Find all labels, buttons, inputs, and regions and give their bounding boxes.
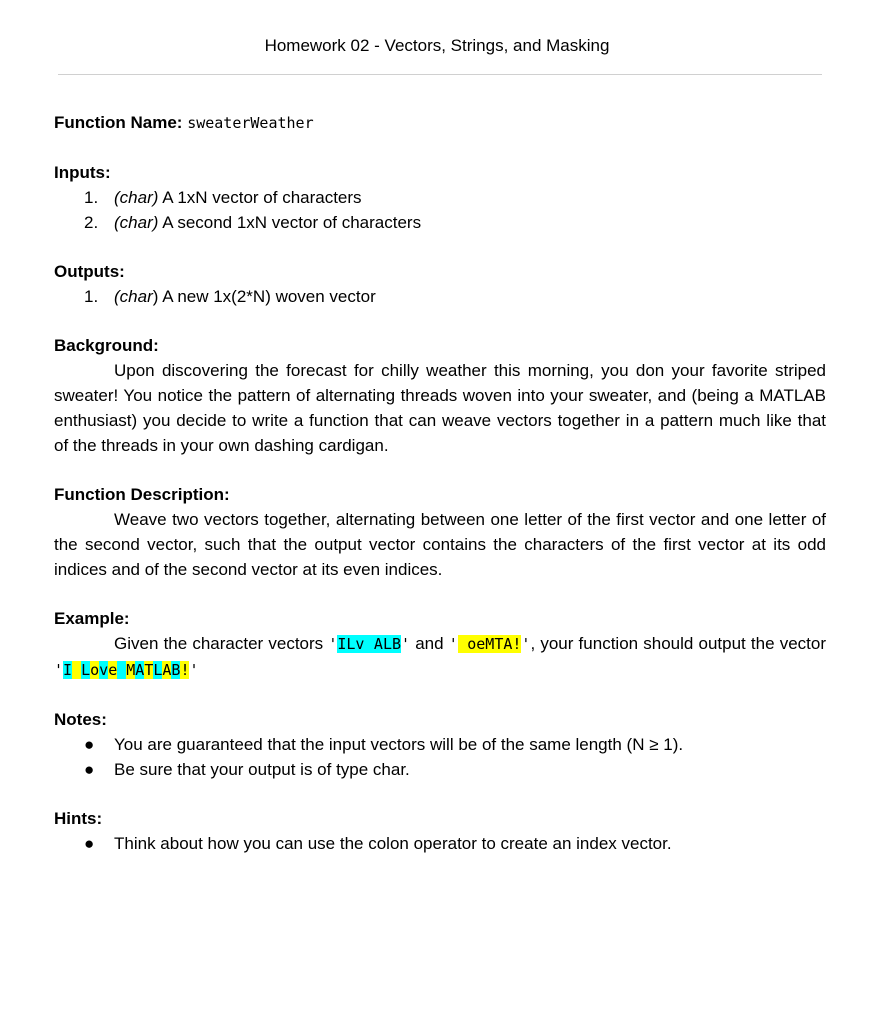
- list-item: 1. (char) A new 1x(2*N) woven vector: [84, 287, 376, 306]
- bullet-icon: ●: [84, 834, 95, 853]
- list-item: 2. (char) A second 1xN vector of characters: [84, 213, 422, 232]
- header-divider: [58, 74, 822, 75]
- example-heading: Example:: [54, 609, 130, 628]
- example-text: Given the character vectors 'ILv ALB' and ' oeMTA!', your function should output the vector 'I Love MATLAB!': [54, 634, 827, 679]
- notes-list: [84, 732, 826, 782]
- output-char: [117, 661, 126, 679]
- background-section: [54, 333, 826, 458]
- example-output-vector: [63, 660, 189, 679]
- hints-heading: Hints:: [54, 809, 103, 828]
- outputs-heading: Outputs:: [54, 262, 125, 281]
- notes-heading: Notes:: [54, 710, 107, 729]
- function-name-section: [54, 110, 826, 136]
- output-char: !: [180, 661, 190, 679]
- list-item: ● Think about how you can use the colon operator to create an index vector.: [84, 831, 826, 856]
- list-item: ● Be sure that your output is of type char.: [84, 757, 826, 782]
- output-char: A: [162, 661, 172, 679]
- hints-list: [84, 831, 826, 856]
- output-char: T: [144, 661, 154, 679]
- description-heading: Function Description:: [54, 485, 230, 504]
- function-name-label: Function Name:: [54, 113, 183, 132]
- page-header: Homework 02 - Vectors, Strings, and Masking: [264, 36, 610, 55]
- output-char: A: [135, 661, 145, 679]
- description-section: [54, 482, 826, 582]
- bullet-icon: ●: [84, 760, 95, 779]
- example-vector-1: ILv ALB: [337, 635, 402, 653]
- outputs-section: [54, 259, 826, 309]
- description-text: Weave two vectors together, alternating between one letter of the first vector and one letter of the second vector, such that the output vector contains the characters of the first vector at its odd indices and of the second vector at its even indices.: [54, 510, 826, 579]
- inputs-section: [54, 160, 826, 235]
- output-char: B: [171, 661, 181, 679]
- output-char: [72, 661, 81, 679]
- inputs-heading: Inputs:: [54, 163, 111, 182]
- output-char: o: [90, 661, 100, 679]
- output-char: L: [81, 661, 91, 679]
- background-text: Upon discovering the forecast for chilly weather this morning, you don your favorite striped sweater! You notice the pattern of alternating threads woven into your sweater, and (being a MATLAB enthusiast) you decide to write a function that can weave vectors together in a pattern much like that of the threads in your own dashing cardigan.: [54, 361, 826, 455]
- bullet-icon: ●: [84, 735, 95, 754]
- output-char: v: [99, 661, 109, 679]
- hints-section: [54, 806, 826, 856]
- output-char: L: [153, 661, 163, 679]
- background-heading: Background:: [54, 336, 159, 355]
- inputs-list: [84, 185, 826, 235]
- outputs-list: [84, 284, 826, 309]
- notes-section: [54, 707, 826, 782]
- output-char: M: [126, 661, 136, 679]
- list-item: ● You are guaranteed that the input vectors will be of the same length (N ≥ 1).: [84, 732, 826, 757]
- example-section: [54, 606, 826, 683]
- example-vector-2: oeMTA!: [457, 635, 522, 653]
- function-name-value: sweaterWeather: [187, 114, 314, 132]
- document-body: [54, 110, 826, 880]
- output-char: e: [108, 661, 118, 679]
- output-char: I: [63, 661, 73, 679]
- list-item: 1. (char) A 1xN vector of characters: [84, 188, 362, 207]
